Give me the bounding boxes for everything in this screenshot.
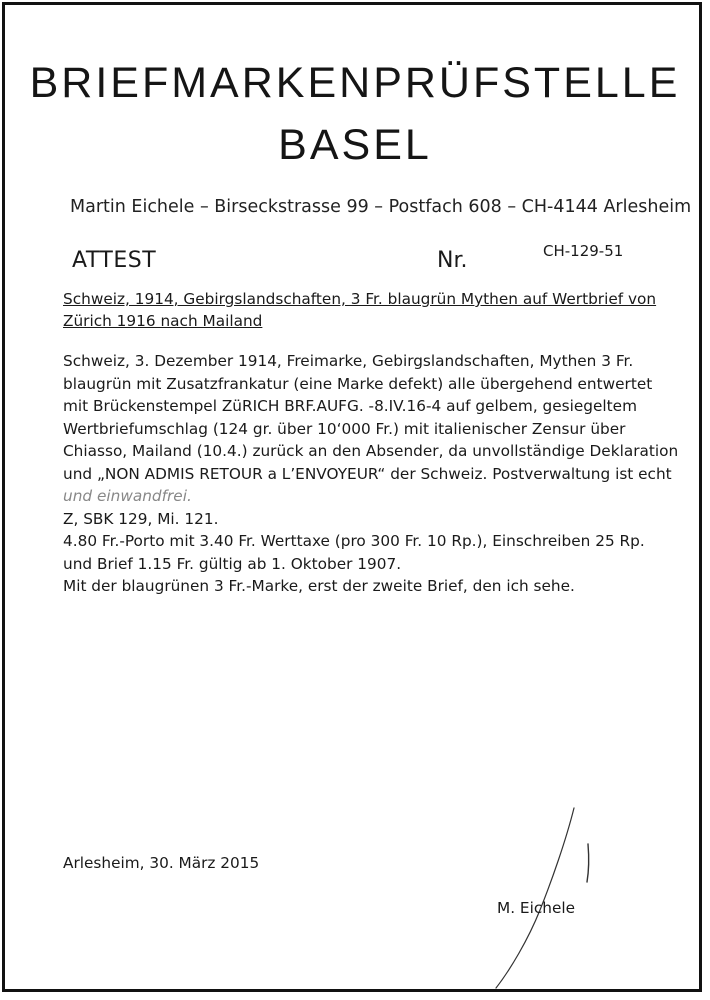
body-line: mit Brückenstempel ZüRICH BRF.AUFG. -8.IV.16-4 auf gelbem, gesiegeltem [63,397,637,415]
body-line: Mit der blaugrünen 3 Fr.-Marke, erst der zweite Brief, den ich sehe. [63,577,575,595]
body-line: und Brief 1.15 Fr. gültig ab 1. Oktober 1907. [63,554,402,573]
attest-body [63,350,678,598]
body-line: blaugrün mit Zusatzfrankatur (eine Marke defekt) alle übergehend entwertet [63,374,653,393]
institution-city: BASEL [278,121,432,169]
subject-line: Zürich 1916 nach Mailand [63,312,263,330]
body-line-faded: und einwandfrei. [63,487,192,505]
address-line: Martin Eichele – Birseckstrasse 99 – Postfach 608 – CH-4144 Arlesheim [70,197,692,217]
place-and-date: Arlesheim, 30. März 2015 [63,854,260,872]
certificate-number: CH-129-51 [543,242,624,260]
catalog-reference: Z, SBK 129, Mi. 121. [63,509,219,528]
body-line: 4.80 Fr.-Porto mit 3.40 Fr. Werttaxe (pro 300 Fr. 10 Rp.), Einschreiben 25 Rp. [63,532,645,550]
body-line: Wertbriefumschlag (124 gr. über 10‘000 Fr.) mit italienischer Zensur über [63,419,626,438]
subject-line: Schweiz, 1914, Gebirgslandschaften, 3 Fr. blaugrün Mythen auf Wertbrief von [63,290,657,308]
body-line: Schweiz, 3. Dezember 1914, Freimarke, Gebirgslandschaften, Mythen 3 Fr. [63,352,634,370]
signer-name: M. Eichele [497,899,576,917]
attest-label: ATTEST [72,248,157,273]
handwritten-signature [470,800,610,990]
institution-title: BRIEFMARKENPRÜFSTELLE [29,59,681,107]
number-label: Nr. [437,248,468,273]
body-line: und „NON ADMIS RETOUR a L’ENVOYEUR“ der Schweiz. Postverwaltung ist echt [63,464,672,483]
body-line: Chiasso, Mailand (10.4.) zurück an den Absender, da unvollständige Deklaration [63,442,679,460]
subject-heading [63,288,663,332]
